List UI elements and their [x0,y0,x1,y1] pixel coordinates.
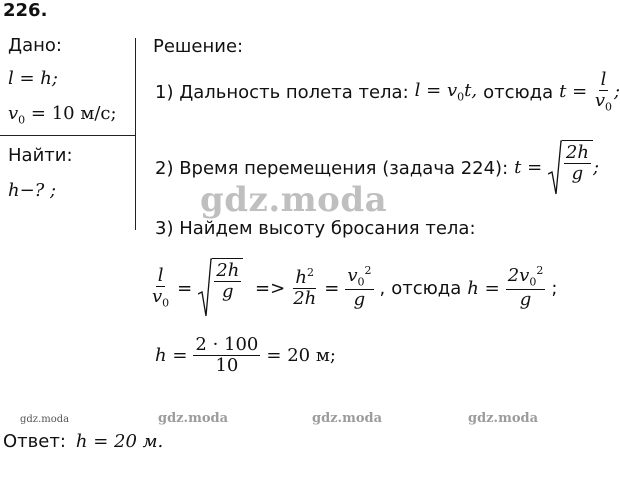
given-line-1: l = h; [8,68,58,89]
problem-number: 226. [3,0,48,21]
step-1-text: 1) Дальность полета тела: [155,81,409,103]
watermark-tiny: gdz.moda [20,414,70,425]
step-1-connector: отсюда [483,81,554,103]
step-4: h = $\frac{2 \cdot 100}{10}$ = 20 м; [155,334,336,376]
find-header: Найти: [8,145,73,166]
step-3-formula: $\frac{l}{v_0}$ = $\frac{2h}{g}$ => $\frac{h^2}{2h}$ = $\frac{v_0^2}{g}$ , отсюда h = $\frac{2v_0^2}{g}$ ; [150,258,557,318]
answer-value: h = 20 м. [75,431,164,452]
watermark-small-1: gdz.moda [158,411,229,426]
answer-label: Ответ: [3,431,66,452]
horizontal-divider [0,135,135,136]
step-1 [155,70,620,114]
step-2-formula: t = $\frac{2h}{g}$ ; [514,140,599,196]
watermark-small-2: gdz.moda [312,411,383,426]
step-2-text: 2) Время перемещения (задача 224): [155,157,509,179]
step-3-text: 3) Найдем высоту бросания тела: [155,218,476,239]
step-3-connector: отсюда [391,277,462,299]
find-line: h−? ; [8,180,57,201]
given-header: Дано: [8,35,62,56]
vertical-divider [135,38,136,230]
given-line-2: $v_0 = 10$ м/с; [8,103,117,127]
answer [3,431,163,452]
step-1-result: t = $\frac{l}{v_0}$ ; [559,69,620,114]
watermark-small-3: gdz.moda [468,411,539,426]
step-1-formula: $l = v_0t$, [414,80,478,104]
solution-header: Решение: [153,36,244,57]
watermark-large: gdz.moda [200,180,388,220]
